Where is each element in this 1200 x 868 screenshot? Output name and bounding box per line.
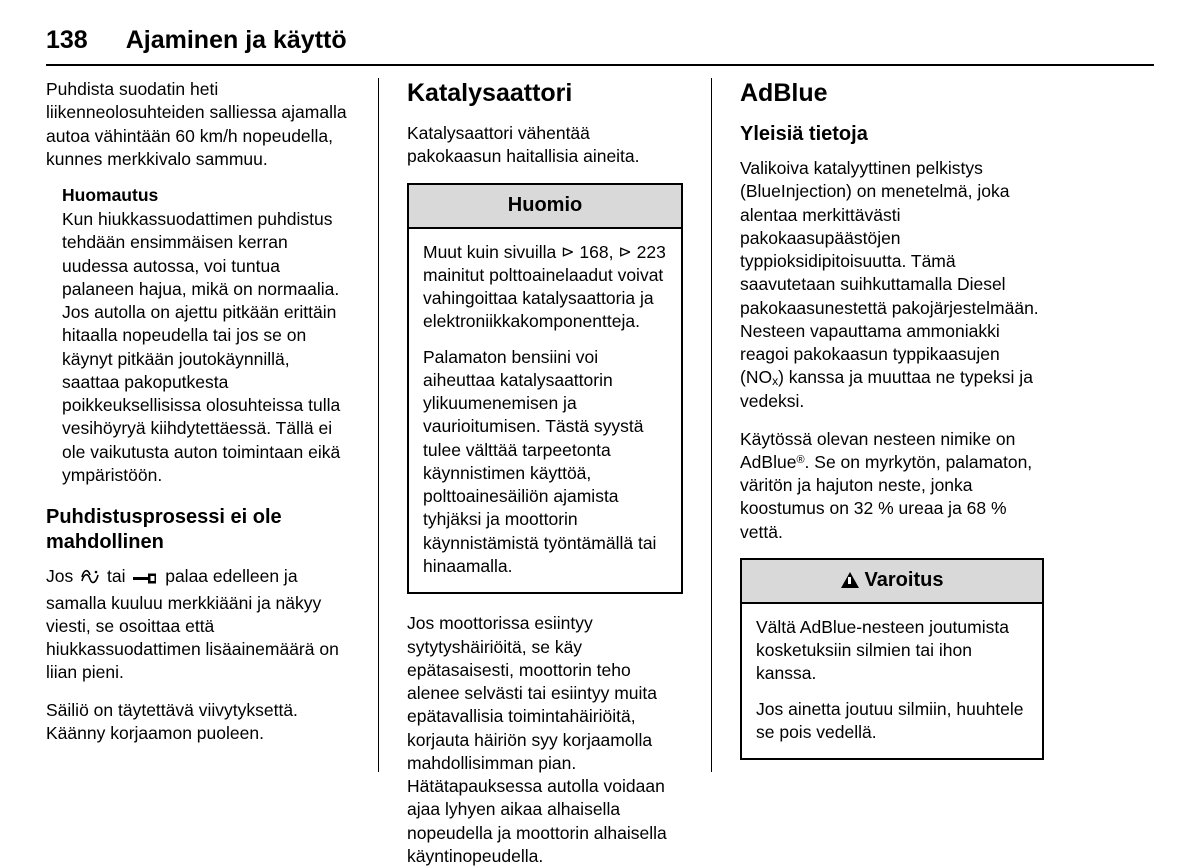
subsection-general-information: Yleisiä tietoja [740, 123, 868, 145]
wrench-icon [132, 568, 158, 591]
column-two [379, 78, 711, 866]
caution-text-1: Muut kuin sivuilla ⊳ 168, ⊳ 223 mainitut polttoainelaadut voivat vahingoittaa katalysaattoria ja elektroniikkakomponentteja. [423, 241, 666, 332]
section-title-adblue: AdBlue [740, 79, 828, 107]
page-ref-arrow-icon: ⊳ [561, 243, 575, 261]
chapter-title: Ajaminen ja käyttö [125, 26, 347, 54]
particulate-filter-icon [80, 568, 100, 591]
refill-tank-text: Säiliö on täytettävä viivytyksettä. Käänny korjaamon puoleen. [46, 699, 298, 743]
section-title-catalytic-converter: Katalysaattori [407, 79, 573, 107]
caution-box [407, 183, 683, 595]
warning-text-1: Vältä AdBlue-nesteen joutumista kosketuksiin silmien tai ihon kanssa. [756, 616, 1009, 684]
warning-box [740, 558, 1044, 760]
column-one [46, 78, 378, 772]
content-columns [46, 78, 1154, 866]
header-divider [46, 64, 1154, 66]
warning-triangle-icon [841, 572, 859, 588]
adblue-paragraph-1: Valikoiva katalyyttinen pelkistys (BlueInjection) on menetelmä, joka alentaa merkittävästi pakokaasupäästöjen typpioksidipitoisuutta. Tämä saavutetaan suihkuttamalla Diesel pakokaasunestettä pakojärjestelmään. Nesteen vapauttama ammoniakki reagoi pakokaasun typpikaasujen (NOx) kanssa ja muuttaa ne typeksi ja vedeksi. [740, 158, 1039, 412]
filter-cleaning-intro: Puhdista suodatin heti liikenneolosuhteiden salliessa ajamalla autoa vähintään 60 km/h nopeudella, kunnes merkkivalo sammuu. [46, 79, 347, 169]
note-text: Kun hiukkassuodattimen puhdistus tehdään ensimmäisen kerran uudessa autossa, voi tuntua palaneen hajua, mikä on normaalia. Jos autolla on ajettu pitkään erittäin hitaalla nopeudella tai jos se on käynyt pitkään joutokäynnillä, saattaa pakoputkesta poikkeuksellisissa olosuhteissa tulla vesihöyryä kiihdytettäessä. Tällä ei ole vaikutusta auton toimintaan eikä ympäristöön. [62, 209, 341, 485]
caution-box-body [409, 229, 681, 593]
note-block [62, 185, 350, 487]
page-ref-arrow-icon-2: ⊳ [618, 243, 632, 261]
misfire-text: Jos moottorissa esiintyy sytytyshäiriöitä, se käy epätasaisesti, moottorin teho alenee selvästi tai esiintyy muita epätavallisia toimintahäiriöitä, korjauta häiriön syy korjaamolla mahdollisimman pian. Hätätapauksessa autolla voidaan ajaa lyhyen aikaa alhaisella nopeudella ja moottorin alhaisella käyntinopeudella. [407, 613, 667, 866]
page-number: 138 [46, 26, 88, 54]
page-header [46, 26, 1154, 62]
adblue-paragraph-2: Käytössä olevan nesteen nimike on AdBlue®. Se on myrkytön, palamaton, väritön ja hajuton neste, jonka koostumus on 32 % ureaa ja 68 % vettä. [740, 428, 1033, 542]
warning-box-heading: Varoitus [742, 560, 1042, 604]
caution-text-2: Palamaton bensiini voi aiheuttaa katalysaattorin ylikuumenemisen ja vaurioitumisen. Tästä syystä tulee välttää tarpeetonta käynnistimen käyttöä, polttoainesäiliön ajamista tyhjäksi ja moottorin käynnistämistä työntämällä tai hinaamalla. [423, 346, 657, 576]
cleaning-not-possible-text: Jos tai palaa edelleen ja samalla kuuluu merkkiääni ja näkyy viesti, se osoittaa että hiukkassuodattimen lisäainemäärä on liian pieni. [46, 566, 339, 683]
catalytic-intro: Katalysaattori vähentää pakokaasun haitallisia aineita. [407, 123, 640, 167]
warning-text-2: Jos ainetta joutuu silmiin, huuhtele se pois vedellä. [756, 698, 1024, 742]
caution-box-heading: Huomio [409, 185, 681, 229]
warning-box-body [742, 604, 1042, 758]
note-heading: Huomautus [62, 185, 159, 206]
column-three [712, 78, 1044, 772]
subsection-cleaning-not-possible: Puhdistusprosessi ei ole mahdollinen [46, 506, 282, 554]
